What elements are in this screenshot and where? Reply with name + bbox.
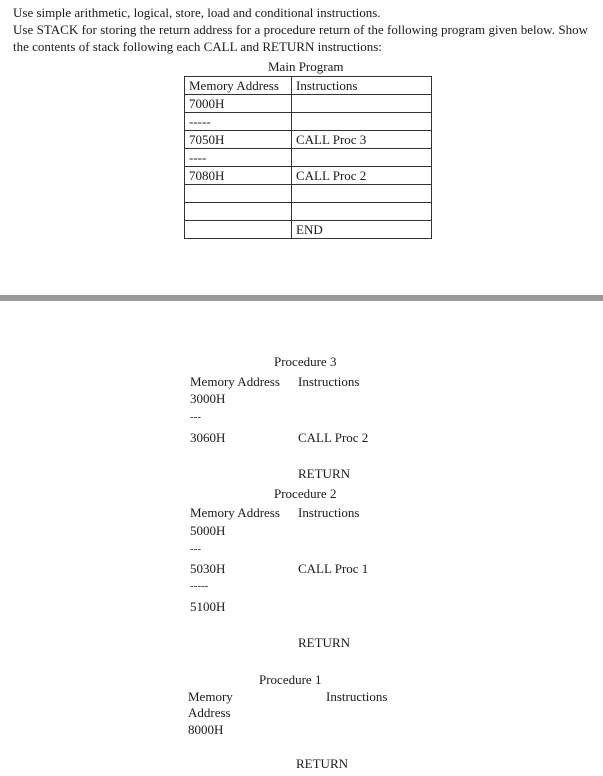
header-instructions: Instructions	[292, 77, 432, 95]
proc3-col-instructions: Instructions	[298, 374, 360, 389]
proc1-return: RETURN	[296, 756, 348, 771]
page-divider	[0, 295, 603, 301]
cell-instruction	[292, 185, 432, 203]
proc1-col-instructions: Instructions	[326, 689, 388, 704]
proc2-return: RETURN	[298, 635, 350, 650]
proc1-address-1: 8000H	[188, 722, 224, 737]
cell-address	[185, 221, 292, 239]
table-row	[185, 221, 432, 239]
table-header-row	[185, 77, 432, 95]
cell-address: ----	[185, 149, 292, 167]
proc2-title: Procedure 2	[274, 486, 337, 501]
cell-instruction: END	[292, 221, 432, 239]
proc1-title: Procedure 1	[259, 672, 322, 687]
proc2-col-address: Memory Address	[190, 505, 280, 520]
table-row	[185, 203, 432, 221]
table-row	[185, 131, 432, 149]
cell-instruction	[292, 113, 432, 131]
header-memory-address: Memory Address	[185, 77, 292, 95]
proc3-address-2: 3060H	[190, 430, 226, 445]
proc3-return: RETURN	[298, 466, 350, 481]
cell-address: -----	[185, 113, 292, 131]
proc2-instruction-2: CALL Proc 1	[298, 561, 369, 576]
table-row	[185, 149, 432, 167]
intro-line-2: Use STACK for storing the return address for a procedure return of the following program given below. Show the contents of stack following each CALL and RETURN instructions:	[13, 22, 588, 54]
table-row	[185, 113, 432, 131]
proc2-address-2: 5030H	[190, 561, 226, 576]
proc2-dash-2: -----	[190, 580, 209, 592]
cell-address: 7000H	[185, 95, 292, 113]
main-program-table	[184, 76, 432, 239]
cell-address	[185, 203, 292, 221]
cell-instruction	[292, 149, 432, 167]
proc3-col-address: Memory Address	[190, 374, 280, 389]
proc3-address-1: 3000H	[190, 391, 226, 406]
cell-instruction: CALL Proc 3	[292, 131, 432, 149]
proc3-title: Procedure 3	[274, 354, 337, 369]
intro-text	[13, 4, 588, 55]
cell-instruction	[292, 95, 432, 113]
table-row	[185, 95, 432, 113]
proc2-address-1: 5000H	[190, 523, 226, 538]
proc3-instruction-2: CALL Proc 2	[298, 430, 369, 445]
proc1-col-address-line-1: Memory	[188, 689, 233, 704]
intro-line-1: Use simple arithmetic, logical, store, load and conditional instructions.	[13, 5, 381, 20]
proc2-address-3: 5100H	[190, 599, 226, 614]
proc2-col-instructions: Instructions	[298, 505, 360, 520]
proc3-dash-1: ---	[190, 411, 201, 423]
cell-address: 7050H	[185, 131, 292, 149]
table-row	[185, 185, 432, 203]
cell-instruction: CALL Proc 2	[292, 167, 432, 185]
proc2-dash-1: ---	[190, 543, 201, 555]
cell-address: 7080H	[185, 167, 292, 185]
proc1-col-address-line-2: Address	[188, 705, 231, 720]
cell-instruction	[292, 203, 432, 221]
main-program-title: Main Program	[268, 59, 344, 74]
cell-address	[185, 185, 292, 203]
table-row	[185, 167, 432, 185]
